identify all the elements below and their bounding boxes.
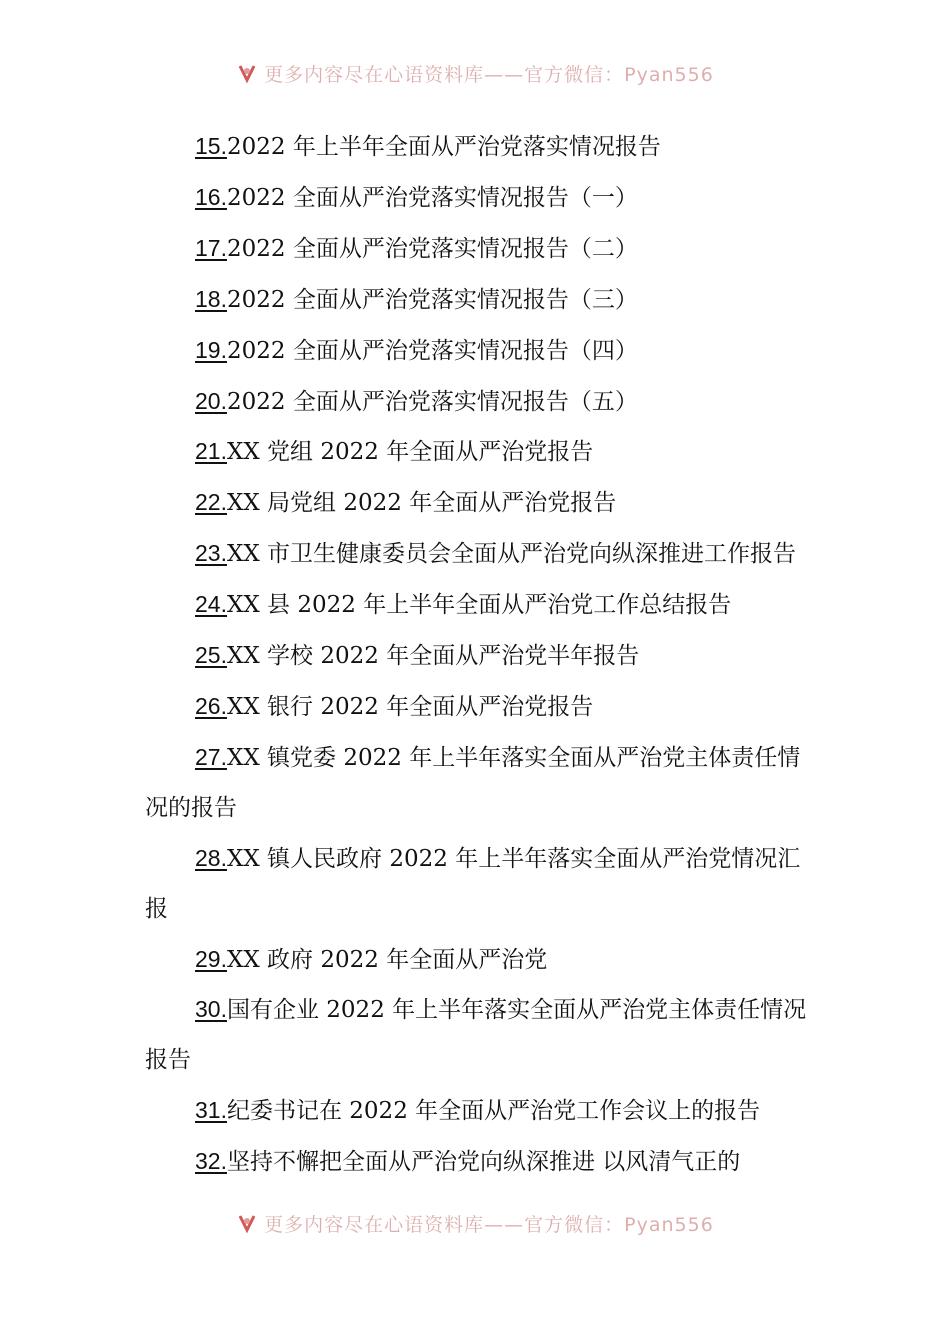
- toc-entry[interactable]: [145, 834, 810, 935]
- toc-entry[interactable]: [145, 529, 810, 580]
- toc-entry-number[interactable]: 21.: [195, 438, 227, 465]
- toc-entry[interactable]: [145, 1086, 810, 1137]
- toc-entry[interactable]: [145, 122, 810, 173]
- toc-entry-title: 2022 全面从严治党落实情况报告（一）: [226, 184, 638, 211]
- toc-entry-title: 国有企业 2022 年上半年落实全面从严治党主体责任情况报告: [145, 997, 807, 1074]
- toc-entry-number[interactable]: 30.: [195, 996, 227, 1023]
- toc-entry-number[interactable]: 20.: [195, 387, 227, 414]
- toc-entry-number[interactable]: 16.: [195, 183, 227, 210]
- brand-logo-icon: [236, 62, 258, 84]
- toc-entry-number[interactable]: 15.: [195, 133, 227, 159]
- toc-entry[interactable]: [145, 985, 810, 1086]
- toc-entry-number[interactable]: 28.: [195, 844, 227, 871]
- toc-entry[interactable]: [145, 377, 810, 428]
- toc-entry[interactable]: [145, 478, 810, 529]
- toc-entry-title: XX 县 2022 年上半年全面从严治党工作总结报告: [226, 592, 732, 619]
- toc-entry-number[interactable]: 27.: [195, 743, 227, 770]
- header-watermark-text: 更多内容尽在心语资料库——官方微信：Pyan556: [264, 63, 714, 86]
- toc-entry[interactable]: [145, 935, 810, 986]
- toc-entry[interactable]: [145, 275, 810, 326]
- toc-entry[interactable]: [145, 580, 810, 631]
- toc-entry-title: 2022 全面从严治党落实情况报告（四）: [226, 337, 638, 364]
- toc-entry-title: 2022 年上半年全面从严治党落实情况报告: [226, 134, 661, 160]
- toc-entry-title: 纪委书记在 2022 年全面从严治党工作会议上的报告: [226, 1098, 761, 1125]
- toc-entry-number[interactable]: 24.: [195, 591, 227, 618]
- toc-entry-title: XX 局党组 2022 年全面从严治党报告: [226, 490, 617, 517]
- toc-entry[interactable]: [145, 326, 810, 377]
- brand-logo-icon: [236, 1212, 258, 1234]
- toc-entry-title: XX 市卫生健康委员会全面从严治党向纵深推进工作报告: [226, 541, 797, 568]
- toc-entry-number[interactable]: 29.: [195, 945, 227, 972]
- toc-entry[interactable]: [145, 631, 810, 682]
- toc-entry-title: XX 银行 2022 年全面从严治党报告: [226, 693, 594, 720]
- toc-entry-title: XX 学校 2022 年全面从严治党半年报告: [226, 643, 640, 670]
- toc-entry-title: XX 镇党委 2022 年上半年落实全面从严治党主体责任情况的报告: [145, 744, 801, 821]
- toc-entry-title: 2022 全面从严治党落实情况报告（五）: [226, 388, 638, 415]
- toc-entry-number[interactable]: 25.: [195, 642, 227, 669]
- toc-entry-title: XX 党组 2022 年全面从严治党报告: [226, 439, 594, 466]
- toc-entry[interactable]: [145, 224, 810, 275]
- toc-entry[interactable]: [145, 1137, 810, 1188]
- toc-entry[interactable]: [145, 173, 810, 224]
- toc-entry-number[interactable]: 32.: [195, 1148, 227, 1175]
- header-watermark: [0, 58, 950, 88]
- toc-entry-title: XX 镇人民政府 2022 年上半年落实全面从严治党情况汇报: [145, 845, 801, 922]
- toc-entry[interactable]: [145, 682, 810, 733]
- toc-entry-title: 坚持不懈把全面从严治党向纵深推进 以风清气正的: [226, 1149, 741, 1176]
- toc-entry-number[interactable]: 23.: [195, 540, 227, 567]
- toc-entry-number[interactable]: 18.: [195, 285, 227, 312]
- toc-entry-number[interactable]: 22.: [195, 489, 227, 516]
- toc-entry-title: 2022 全面从严治党落实情况报告（二）: [226, 235, 638, 262]
- footer-watermark-text: 更多内容尽在心语资料库——官方微信：Pyan556: [264, 1213, 714, 1236]
- toc-entry-number[interactable]: 26.: [195, 692, 227, 719]
- footer-watermark: [0, 1208, 950, 1238]
- toc-entry-number[interactable]: 17.: [195, 234, 227, 261]
- toc-entry[interactable]: [145, 733, 810, 834]
- toc-entry-title: 2022 全面从严治党落实情况报告（三）: [226, 286, 638, 313]
- toc-entry-number[interactable]: 31.: [195, 1097, 227, 1124]
- toc-entry-title: XX 政府 2022 年全面从严治党: [226, 946, 548, 973]
- toc-entry-number[interactable]: 19.: [195, 336, 227, 363]
- toc-list: [145, 122, 810, 1188]
- toc-entry[interactable]: [145, 427, 810, 478]
